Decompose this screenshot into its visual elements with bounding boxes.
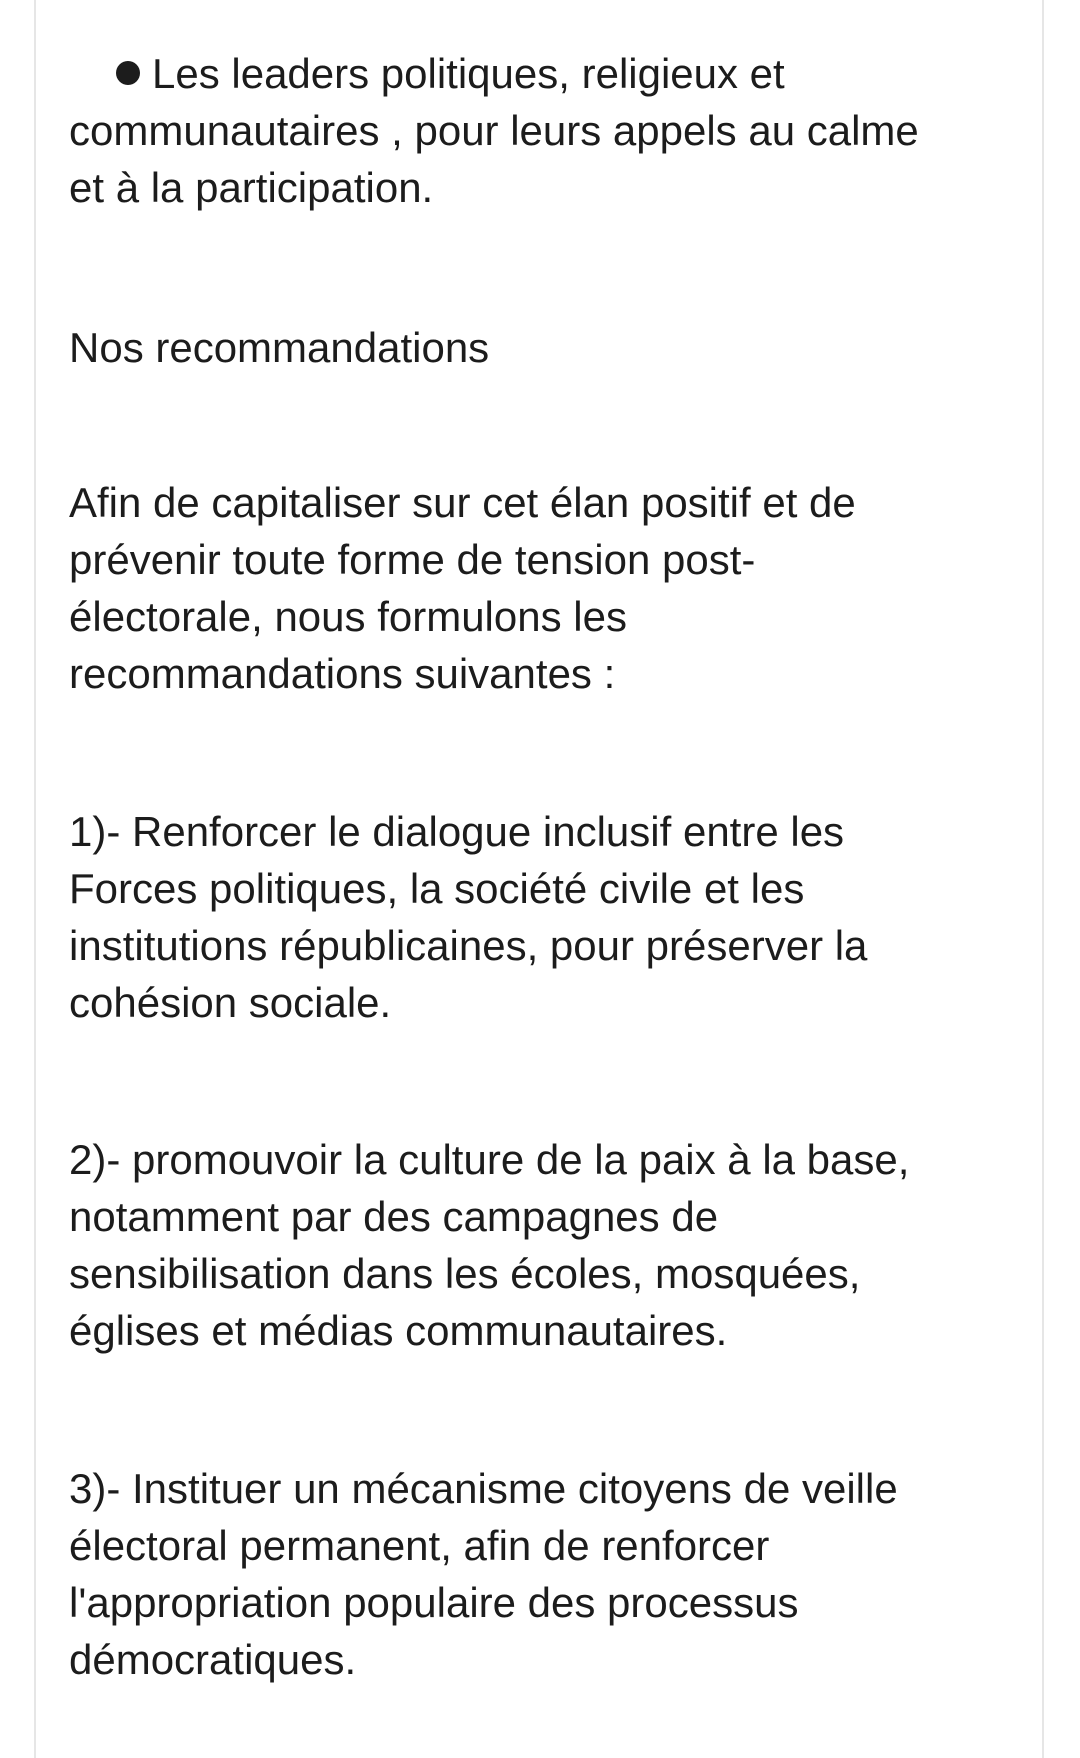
recommendation-2-line-2: notamment par des campagnes de [69, 1193, 719, 1240]
recommendation-1-line-3: institutions républicaines, pour préserver la [69, 922, 868, 969]
intro-paragraph [69, 474, 999, 702]
bullet-line-3: et à la participation. [69, 164, 434, 211]
intro-line-1: Afin de capitaliser sur cet élan positif et de [69, 479, 856, 526]
heading-text: Nos recommandations [69, 324, 490, 371]
recommendation-1 [69, 803, 999, 1031]
recommendation-3-line-3: l'appropriation populaire des processus [69, 1579, 799, 1626]
recommendation-1-line-4: cohésion sociale. [69, 979, 392, 1026]
bullet-dot-icon [116, 61, 140, 85]
recommendation-3 [69, 1460, 999, 1688]
intro-line-3: électorale, nous formulons les [69, 593, 627, 640]
recommendation-2-line-3: sensibilisation dans les écoles, mosquées, [69, 1250, 861, 1297]
recommendation-1-line-2: Forces politiques, la société civile et les [69, 865, 805, 912]
intro-line-4: recommandations suivantes : [69, 650, 616, 697]
bullet-paragraph [69, 45, 999, 216]
recommendation-3-line-4: démocratiques. [69, 1636, 357, 1683]
recommendation-3-line-1: 3)- Instituer un mécanisme citoyens de veille [69, 1465, 898, 1512]
bullet-line-1: Les leaders politiques, religieux et [69, 45, 999, 102]
recommendation-2 [69, 1131, 999, 1359]
intro-line-2: prévenir toute forme de tension post- [69, 536, 756, 583]
recommendation-1-line-1: 1)- Renforcer le dialogue inclusif entre les [69, 808, 845, 855]
recommendation-2-line-4: églises et médias communautaires. [69, 1307, 728, 1354]
bullet-line-2: communautaires , pour leurs appels au calme [69, 107, 919, 154]
recommendation-2-line-1: 2)- promouvoir la culture de la paix à la base, [69, 1136, 910, 1183]
recommendation-3-line-2: électoral permanent, afin de renforcer [69, 1522, 770, 1569]
section-heading [69, 319, 999, 376]
